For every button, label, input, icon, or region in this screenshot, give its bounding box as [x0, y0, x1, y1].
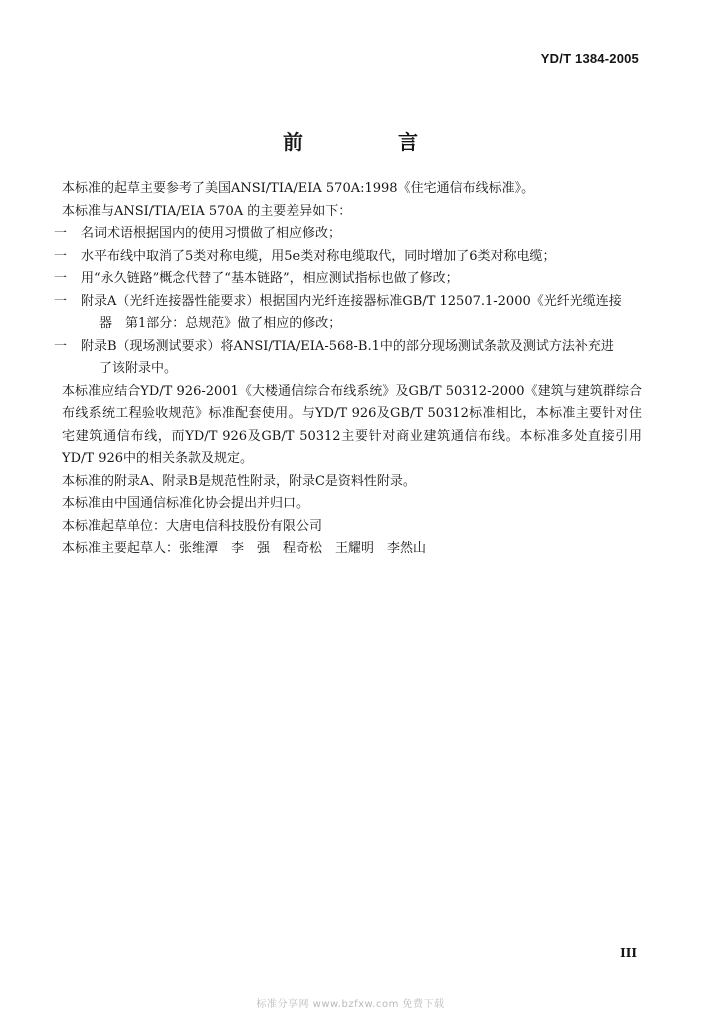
list-dash: 一: [54, 248, 68, 264]
list-dash: 一: [54, 338, 68, 354]
document-code: YD/T 1384-2005: [540, 51, 639, 66]
list-item-line: 附录B（现场测试要求）将ANSI/TIA/EIA-568-B.1中的部分现场测试条款及测试方法补充进: [81, 338, 614, 354]
list-dash: 一: [54, 271, 68, 286]
watermark: 标准分享网 www.bzfxw.com 免费下载: [256, 999, 445, 1010]
list-item-line: 器 第1部分：总规范》做了相应的修改；: [99, 316, 342, 331]
list-item-text: [81, 291, 642, 336]
list-item-line: 附录A（光纤连接器性能要求）根据国内光纤连接器标准GB/T 12507.1-2000《光纤光缆连接: [81, 293, 622, 309]
paragraphs: [62, 381, 642, 561]
list-item: [54, 336, 642, 381]
list-dash: 一: [54, 226, 68, 241]
list-item-text: 名词术语根据国内的使用习惯做了相应修改；: [81, 226, 342, 241]
list-item-text: 用“永久链路”概念代替了“基本链路”，相应测试指标也做了修改；: [81, 271, 459, 286]
page-title: 前 言: [283, 130, 462, 154]
paragraph: 本标准由中国通信标准化协会提出并归口。: [62, 496, 310, 511]
paragraph: 本标准起草单位：大唐电信科技股份有限公司: [62, 518, 323, 534]
list-item: [54, 223, 642, 246]
differences-list: [54, 223, 642, 381]
paragraph: 本标准应结合YD/T 926-2001《大楼通信综合布线系统》及GB/T 50312-2000《建筑与建筑群综合布线系统工程验收规范》标准配套使用。与YD/T 926及GB/T 50312标准相比，本标准主要针对住宅建筑通信布线，而YD/T 926及GB/T 50312主要针对商业建筑通信布线。本标准多处直接引用YD/T 926中的相关条款及规定。: [62, 383, 642, 466]
foreword-body: [54, 178, 642, 561]
intro-line: 本标准与ANSI/TIA/EIA 570A 的主要差异如下：: [62, 203, 352, 219]
list-item: [54, 291, 642, 336]
list-dash: 一: [54, 293, 68, 309]
list-item: [54, 246, 642, 269]
list-item-text: [81, 336, 642, 381]
list-item-line: 了该附录中。: [99, 361, 178, 376]
list-item-text: 水平布线中取消了5类对称电缆，用5e类对称电缆取代，同时增加了6类对称电缆；: [81, 248, 556, 264]
page-number: III: [620, 946, 637, 960]
list-item: [54, 268, 642, 291]
intro-block: [62, 178, 642, 223]
paragraph: 本标准主要起草人：张维潭 李 强 程奇松 王耀明 李然山: [62, 541, 427, 556]
paragraph: 本标准的附录A、附录B是规范性附录，附录C是资料性附录。: [62, 473, 416, 489]
intro-line: 本标准的起草主要参考了美国ANSI/TIA/EIA 570A:1998《住宅通信布线标准》。: [62, 181, 535, 196]
